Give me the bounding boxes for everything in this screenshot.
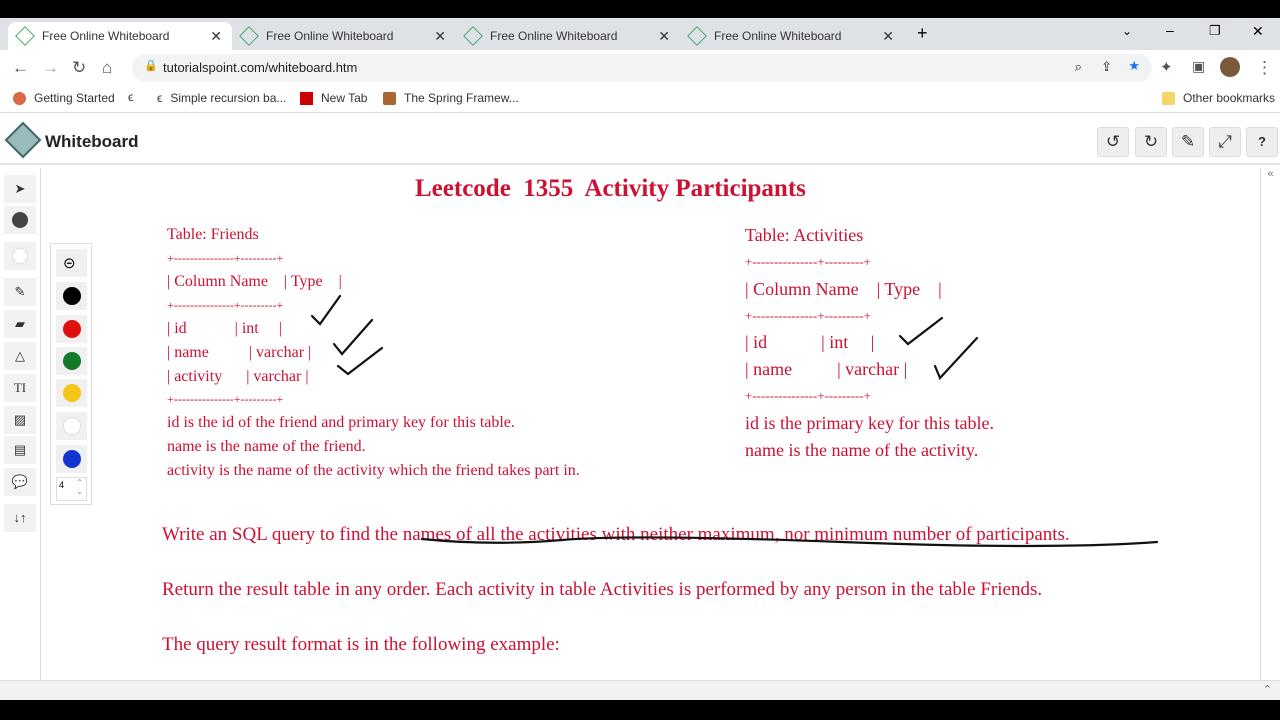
url-input[interactable] — [132, 54, 1152, 82]
side-panel-toggle[interactable]: « — [1260, 168, 1280, 680]
expand-icon[interactable]: ⌃ — [1262, 684, 1272, 696]
bookmark-label: Other bookmarks — [1183, 91, 1276, 105]
extensions-icon[interactable]: ✦ — [1160, 59, 1173, 76]
example-intro: The query result format is in the following example: — [162, 634, 560, 655]
site-icon — [15, 26, 35, 46]
pen-annotations — [42, 168, 1260, 680]
spring-icon — [383, 92, 396, 105]
bookmark-label: The Spring Framew... — [404, 91, 519, 105]
bottom-bar — [0, 680, 1280, 700]
tab-3[interactable] — [456, 22, 680, 50]
text-line: id is the primary key for this table. — [745, 413, 994, 433]
checkmark — [935, 338, 977, 378]
site-icon — [687, 26, 707, 46]
stroke-color-tool[interactable] — [4, 242, 36, 270]
text-line: id is the id of the friend and primary key for this table. — [167, 414, 515, 431]
sort-tool[interactable]: ↓↑ — [4, 504, 36, 532]
text-line: +---------------+---------+ — [745, 308, 871, 323]
reload-icon[interactable]: ↻ — [72, 58, 87, 77]
select-tool[interactable]: ➤ — [4, 175, 36, 203]
bookmark-new-tab[interactable] — [300, 91, 367, 105]
text-line: name is the name of the friend. — [167, 438, 366, 455]
image-tool[interactable]: ▨ — [4, 406, 36, 434]
clear-button[interactable]: ✎ — [1172, 127, 1204, 157]
underline — [422, 537, 1157, 546]
no-color-swatch[interactable]: ⊝ — [56, 249, 87, 277]
bookmark-getting-started[interactable] — [13, 91, 115, 105]
share-icon[interactable]: ⇪ — [1101, 59, 1112, 74]
text-tool[interactable]: TI — [4, 374, 36, 402]
side-panel-icon[interactable]: ▣ — [1192, 58, 1206, 74]
app-title: Whiteboard — [45, 132, 139, 151]
minimize-icon[interactable]: – — [1166, 22, 1174, 38]
text-line: | id | int | — [167, 320, 282, 337]
tab-label: Free Online Whiteboard — [714, 29, 842, 43]
bookmark-spring[interactable] — [383, 91, 519, 105]
tab-search-icon[interactable]: ⌄ — [1122, 24, 1133, 38]
tab-label: Free Online Whiteboard — [266, 29, 394, 43]
bookmark-label: Getting Started — [34, 91, 115, 105]
bookmark-simple-recursion[interactable] — [157, 91, 286, 105]
avatar[interactable] — [1220, 57, 1240, 77]
undo-button[interactable]: ↺ — [1097, 127, 1129, 157]
window-close-icon[interactable]: ✕ — [1252, 23, 1264, 39]
tab-2[interactable] — [232, 22, 456, 50]
text-line: activity is the name of the activity which the friend takes part in. — [167, 462, 580, 479]
text-line: | name | varchar | — [167, 344, 312, 361]
close-icon[interactable]: ✕ — [882, 27, 894, 44]
menu-icon[interactable]: ⋮ — [1256, 58, 1273, 77]
whiteboard-app — [0, 113, 1280, 700]
text-line: | activity | varchar | — [167, 368, 309, 385]
lock-icon: 🔒 — [144, 60, 158, 72]
home-icon[interactable]: ⌂ — [102, 58, 113, 77]
url-text: tutorialspoint.com/whiteboard.htm — [163, 60, 358, 75]
new-tab-icon[interactable]: + — [917, 23, 928, 43]
close-icon[interactable]: ✕ — [658, 27, 670, 44]
text-line: Table: Activities — [745, 225, 864, 245]
text-line: +---------------+---------+ — [167, 251, 284, 265]
bookmark-label: New Tab — [321, 91, 368, 105]
eraser-tool[interactable]: ▰ — [4, 310, 36, 338]
text-line: +---------------+---------+ — [745, 388, 871, 403]
tab-4[interactable] — [680, 22, 904, 50]
chat-tool[interactable]: 💬 — [4, 468, 36, 496]
tab-1[interactable] — [8, 22, 232, 50]
site-icon — [463, 26, 483, 46]
checkmark — [312, 296, 340, 324]
app-header — [0, 117, 1280, 165]
close-icon[interactable]: ✕ — [210, 27, 222, 44]
problem-statement: Write an SQL query to find the names of all the activities with neither maximum, nor minimum number of participants. — [162, 524, 1070, 545]
text-line: Table: Friends — [167, 226, 259, 243]
close-icon[interactable]: ✕ — [434, 27, 446, 44]
text-line: name is the name of the activity. — [745, 440, 979, 460]
whiteboard-canvas[interactable] — [42, 168, 1260, 680]
text-line: +---------------+---------+ — [745, 254, 871, 269]
shapes-tool[interactable]: △ — [4, 342, 36, 370]
help-button[interactable]: ? — [1246, 127, 1278, 157]
size-stepper[interactable]: 4 ⌃ ⌄ — [56, 477, 87, 501]
text-line: | Column Name | Type | — [167, 273, 342, 290]
bookmark-star-icon[interactable]: ★ — [1128, 58, 1140, 73]
size-value: 4 — [59, 480, 65, 490]
text-line: | Column Name | Type | — [745, 279, 942, 299]
tab-label: Free Online Whiteboard — [490, 29, 618, 43]
problem-note: Return the result table in any order. Each activity in table Activities is performed by any person in the table Friends. — [162, 579, 1043, 600]
folder-icon — [1162, 92, 1175, 105]
site-icon — [239, 26, 259, 46]
address-bar-row — [0, 50, 1280, 85]
bookmark-icon[interactable]: ϵ — [128, 90, 134, 104]
presentation-tool[interactable]: ▤ — [4, 436, 36, 464]
zoom-icon[interactable]: ⌕ — [1074, 59, 1082, 74]
bookmarks-bar — [0, 85, 1280, 113]
back-icon[interactable]: ← — [12, 58, 29, 77]
redo-button[interactable]: ↻ — [1135, 127, 1167, 157]
checkmark — [334, 320, 372, 354]
leetcode-icon: ϵ — [157, 91, 163, 105]
toi-icon — [300, 92, 313, 105]
tutorialspoint-logo — [5, 122, 42, 159]
firefox-icon — [13, 92, 26, 105]
board-heading: Leetcode 1355 Activity Participants — [415, 175, 806, 202]
text-line: | name | varchar | — [745, 359, 908, 379]
text-line: +---------------+---------+ — [167, 298, 284, 312]
toolbar — [0, 168, 41, 698]
tab-label: Free Online Whiteboard — [42, 29, 170, 43]
other-bookmarks[interactable] — [1162, 91, 1275, 105]
fill-color-tool[interactable] — [4, 206, 36, 234]
bookmark-label: Simple recursion ba... — [170, 91, 287, 105]
forward-icon[interactable]: → — [42, 58, 59, 77]
tab-bar — [0, 18, 1280, 50]
checkmark — [900, 318, 942, 344]
pencil-tool[interactable]: ✎ — [4, 278, 36, 306]
text-line: | id | int | — [745, 332, 875, 352]
fullscreen-button[interactable]: ⤢ — [1209, 127, 1241, 157]
text-line: +---------------+---------+ — [167, 392, 284, 406]
restore-icon[interactable]: ❐ — [1209, 23, 1221, 38]
